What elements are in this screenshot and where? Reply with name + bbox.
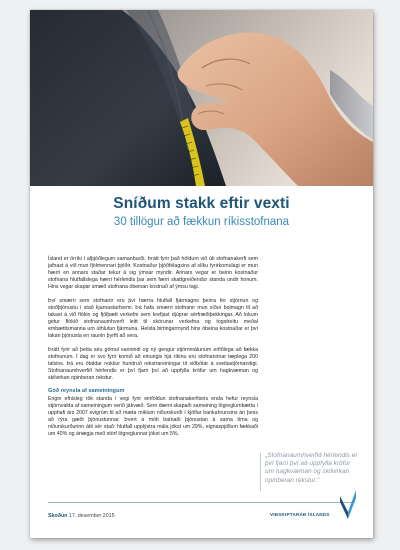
document-title: Sníðum stakk eftir vexti <box>113 195 290 212</box>
organization-name: VIÐSKIPTARÁÐ ÍSLANDS <box>270 512 330 517</box>
cover-photo <box>30 10 373 186</box>
quote-rule <box>260 453 261 491</box>
pull-quote <box>265 452 361 485</box>
paragraph: Þrátt fyrir að þetta séu gömul sannindi og ný gengur stjórnmálunum erfiðlega að fækka stofnunum. Í dag er svo fyrir komið að einungis hjá ríkinu eru stofnanirnar tæplega 200 talsins. Þá eru ótaldar nokkur hundruð rekstrareiningar til viðbótar á sveitastjórnarstigi. Stofnanaumhverfið hérlendis er því fjarri því að uppfylla kröfur um hagkvæman og skilvirkan opinberan rekstur. <box>48 346 258 381</box>
paragraph: Ísland er örríki í alþjóðlegum samanburði. Þrátt fyrir það höldum við úti stofnanakerfi sem jafnast á við mun fjölmennari þjóðir. Kostnaður þjóðfélagsins af slíku fyrirkomulagi er mun hærri en annars staðar tekur á sig ýmsar myndir. Annars vegar er beinn kostnaður stofnana hlutfallslega hærri hérlendis þar sem færri skattgreiðendur standa undir honum. Hins vegar skapar smæð stofnana óbeinan kostnað af ýmsu tagi. <box>48 256 258 291</box>
section-heading: Góð reynsla af sameiningum <box>48 388 125 395</box>
footer-label: Skoðun <box>48 513 68 519</box>
paragraph: Því smærri sem stofnanir eru því hærra hlutfall fjármagns þeirra fer stjórnun og stoðþjónustu í stað kjarnastarfsemi. Þá hafa smærri stofnanir mun síður bolmagn til að takast á við flókin og fjölþætt verkefni sem krefjast djúprar sérfræðiþekkingar. Að lokum getur flókið stofnanaumhverfi leitt til skörunar verkefna og togstreitu meðal embættismanna um úthlutun fjármuna. Helsta birtingarmynd hins óbeina kostnaðar er því lakari þjónusta en raunin þyrfti að vera. <box>48 297 258 339</box>
document-page <box>30 10 373 538</box>
footer-date: 17. desember 2015 <box>68 513 115 519</box>
organization-logo-icon <box>339 490 357 520</box>
body-text <box>48 256 258 445</box>
footer-meta <box>48 513 115 519</box>
document-subtitle: 30 tillögur að fækkun ríkisstofnana <box>113 216 290 228</box>
pull-quote-text: „Stofnanaumhverfið hérlendis er því fjarri því að uppfylla kröfur um hagkvæman og skilvirkan opinberan rekstur.“ <box>265 452 358 484</box>
paragraph: Engin efnisleg rök standa í vegi fyrir einföldun stofnanakerfisins enda hefur reynsla stjórnvalda af sameiningum verið jákvæð. Sem dæmi skapaði sameining lögreglumbætta í upphafi árs 2007 svigrúm til að mæta miklum niðurskurði í kjölfar bankahrunsins án þess að rýra gæði þjónustunnar. Þvert á móti batnaði þjónustan á sama tíma og niðurskurðurinn átti sér stað: hlutfall upplýstra mála jókst um 29%, eignaspjöllum fækkaði um 40% og ánægja með störf lögreglunnar jókst um 5%. <box>48 396 258 438</box>
footer-divider <box>48 502 355 503</box>
